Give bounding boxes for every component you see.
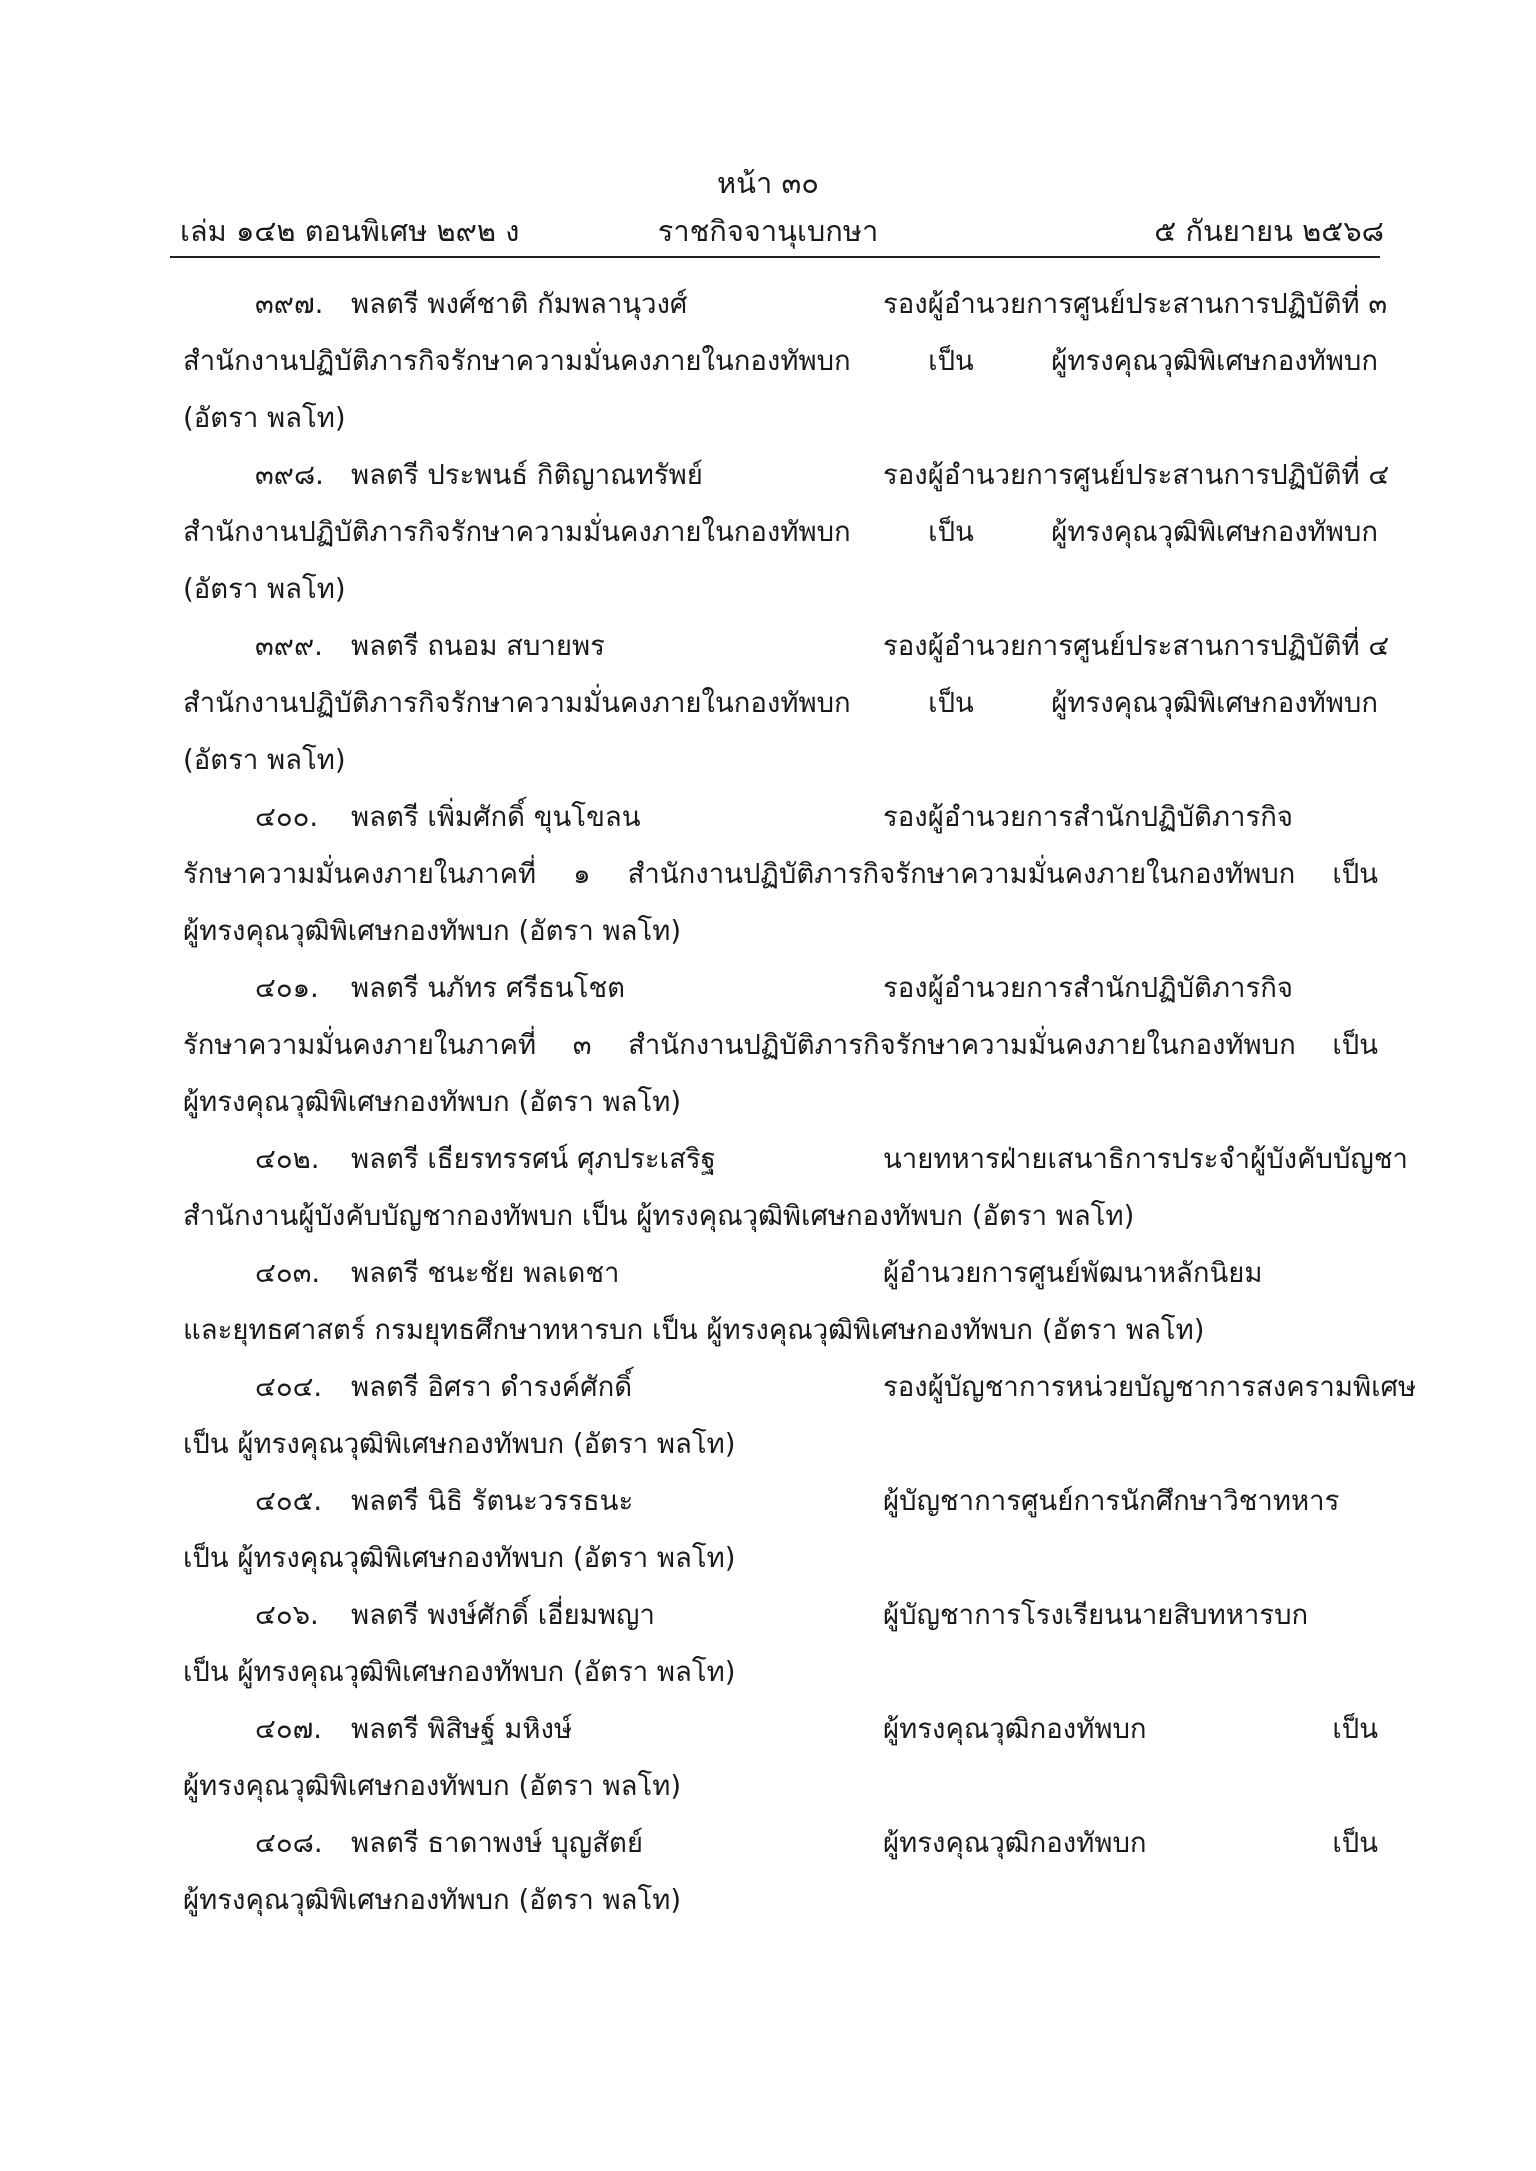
entry-number: ๓๙๗.: [255, 288, 324, 320]
officer-name: พลตรี เธียรทรรศน์ ศุภประเสริฐ: [351, 1143, 716, 1175]
appointment-list: [183, 276, 1417, 1929]
appointment-entry: [183, 1701, 1378, 1815]
current-position: รองผู้บัญชาการหน่วยบัญชาการสงครามพิเศษ: [883, 1371, 1417, 1403]
officer-name: พลตรี นิธิ รัตนะวรรธนะ: [351, 1485, 634, 1517]
officer-name: พลตรี อิศรา ดำรงค์ศักดิ์: [351, 1371, 633, 1403]
current-position: รองผู้อำนวยการศูนย์ประสานการปฏิบัติที่ ๔: [883, 630, 1390, 662]
entry-number: ๔๐๓.: [255, 1257, 321, 1289]
current-position: ผู้ทรงคุณวุฒิกองทัพบก เป็น: [883, 1827, 1378, 1859]
appointment-entry: [183, 960, 1378, 1131]
entry-text-line: (อัตรา พลโท): [183, 402, 346, 434]
officer-name: พลตรี เพิ่มศักดิ์ ขุนโขลน: [351, 801, 641, 833]
current-position: ผู้บัญชาการศูนย์การนักศึกษาวิชาทหาร: [883, 1485, 1340, 1517]
entry-number: ๔๐๐.: [255, 801, 319, 833]
entry-text-line: รักษาความมั่นคงภายในภาคที่ ๑ สำนักงานปฏิบัติภารกิจรักษาความมั่นคงภายในกองทัพบก เป็น: [183, 858, 1378, 890]
header-rule: [170, 256, 1380, 258]
appointment-entry: [183, 1587, 1378, 1701]
gazette-name: ราชกิจจานุเบกษา: [657, 214, 879, 248]
entry-number: ๔๐๑.: [255, 972, 319, 1004]
page-number: หน้า ๓๐: [717, 166, 819, 200]
entry-text-line: ผู้ทรงคุณวุฒิพิเศษกองทัพบก (อัตรา พลโท): [183, 1086, 682, 1118]
publication-date: ๕ กันยายน ๒๕๖๘: [1154, 214, 1384, 248]
appointment-entry: [183, 1245, 1378, 1359]
officer-name: พลตรี ธาดาพงษ์ บุญสัตย์: [351, 1827, 643, 1859]
appointment-entry: [183, 276, 1388, 447]
appointment-entry: [183, 789, 1378, 960]
entry-text-line: และยุทธศาสตร์ กรมยุทธศึกษาทหารบก เป็น ผู้ทรงคุณวุฒิพิเศษกองทัพบก (อัตรา พลโท): [183, 1314, 1205, 1346]
appointment-entry: [183, 1473, 1378, 1587]
entry-number: ๔๐๕.: [255, 1485, 323, 1517]
entry-text-line: (อัตรา พลโท): [183, 573, 346, 605]
entry-text-line: เป็น ผู้ทรงคุณวุฒิพิเศษกองทัพบก (อัตรา พลโท): [183, 1428, 736, 1460]
appointment-entry: [183, 1359, 1417, 1473]
entry-number: ๓๙๘.: [255, 459, 324, 491]
entry-number: ๔๐๘.: [255, 1827, 323, 1859]
entry-number: ๓๙๙.: [255, 630, 323, 662]
current-position: รองผู้อำนวยการศูนย์ประสานการปฏิบัติที่ ๓: [883, 288, 1388, 320]
current-position: ผู้บัญชาการโรงเรียนนายสิบทหารบก: [883, 1599, 1309, 1631]
volume-info: เล่ม ๑๔๒ ตอนพิเศษ ๒๙๒ ง: [180, 214, 520, 248]
entry-text-line: เป็น ผู้ทรงคุณวุฒิพิเศษกองทัพบก (อัตรา พลโท): [183, 1542, 736, 1574]
current-position: นายทหารฝ่ายเสนาธิการประจำผู้บังคับบัญชา: [883, 1143, 1408, 1175]
entry-number: ๔๐๖.: [255, 1599, 319, 1631]
entry-text-line: ผู้ทรงคุณวุฒิพิเศษกองทัพบก (อัตรา พลโท): [183, 1770, 682, 1802]
entry-text-line: สำนักงานปฏิบัติภารกิจรักษาความมั่นคงภายในกองทัพบก เป็น ผู้ทรงคุณวุฒิพิเศษกองทัพบก: [183, 345, 1378, 377]
entry-text-line: ผู้ทรงคุณวุฒิพิเศษกองทัพบก (อัตรา พลโท): [183, 1884, 682, 1916]
entry-text-line: เป็น ผู้ทรงคุณวุฒิพิเศษกองทัพบก (อัตรา พลโท): [183, 1656, 736, 1688]
current-position: ผู้ทรงคุณวุฒิกองทัพบก เป็น: [883, 1713, 1378, 1745]
officer-name: พลตรี ถนอม สบายพร: [351, 630, 605, 662]
entry-text-line: ผู้ทรงคุณวุฒิพิเศษกองทัพบก (อัตรา พลโท): [183, 915, 682, 947]
entry-text-line: สำนักงานปฏิบัติภารกิจรักษาความมั่นคงภายในกองทัพบก เป็น ผู้ทรงคุณวุฒิพิเศษกองทัพบก: [183, 687, 1378, 719]
current-position: ผู้อำนวยการศูนย์พัฒนาหลักนิยม: [883, 1257, 1263, 1289]
current-position: รองผู้อำนวยการสำนักปฏิบัติภารกิจ: [883, 972, 1294, 1004]
entry-text-line: รักษาความมั่นคงภายในภาคที่ ๓ สำนักงานปฏิบัติภารกิจรักษาความมั่นคงภายในกองทัพบก เป็น: [183, 1029, 1378, 1061]
appointment-entry: [183, 447, 1390, 618]
appointment-entry: [183, 618, 1390, 789]
appointment-entry: [183, 1131, 1408, 1245]
officer-name: พลตรี ประพนธ์ กิติญาณทรัพย์: [351, 459, 703, 491]
current-position: รองผู้อำนวยการศูนย์ประสานการปฏิบัติที่ ๔: [883, 459, 1390, 491]
officer-name: พลตรี นภัทร ศรีธนโชต: [351, 972, 626, 1004]
entry-number: ๔๐๗.: [255, 1713, 323, 1745]
officer-name: พลตรี พิสิษฐ์ มหิงษ์: [351, 1713, 573, 1745]
entry-text-line: (อัตรา พลโท): [183, 744, 346, 776]
appointment-entry: [183, 1815, 1378, 1929]
entry-text-line: สำนักงานผู้บังคับบัญชากองทัพบก เป็น ผู้ทรงคุณวุฒิพิเศษกองทัพบก (อัตรา พลโท): [183, 1200, 1135, 1232]
officer-name: พลตรี ชนะชัย พลเดชา: [351, 1257, 620, 1289]
entry-number: ๔๐๔.: [255, 1371, 323, 1403]
officer-name: พลตรี พงษ์ศักดิ์ เอี่ยมพญา: [351, 1599, 655, 1631]
officer-name: พลตรี พงศ์ชาติ กัมพลานุวงศ์: [351, 288, 688, 320]
entry-text-line: สำนักงานปฏิบัติภารกิจรักษาความมั่นคงภายในกองทัพบก เป็น ผู้ทรงคุณวุฒิพิเศษกองทัพบก: [183, 516, 1378, 548]
current-position: รองผู้อำนวยการสำนักปฏิบัติภารกิจ: [883, 801, 1294, 833]
entry-number: ๔๐๒.: [255, 1143, 320, 1175]
